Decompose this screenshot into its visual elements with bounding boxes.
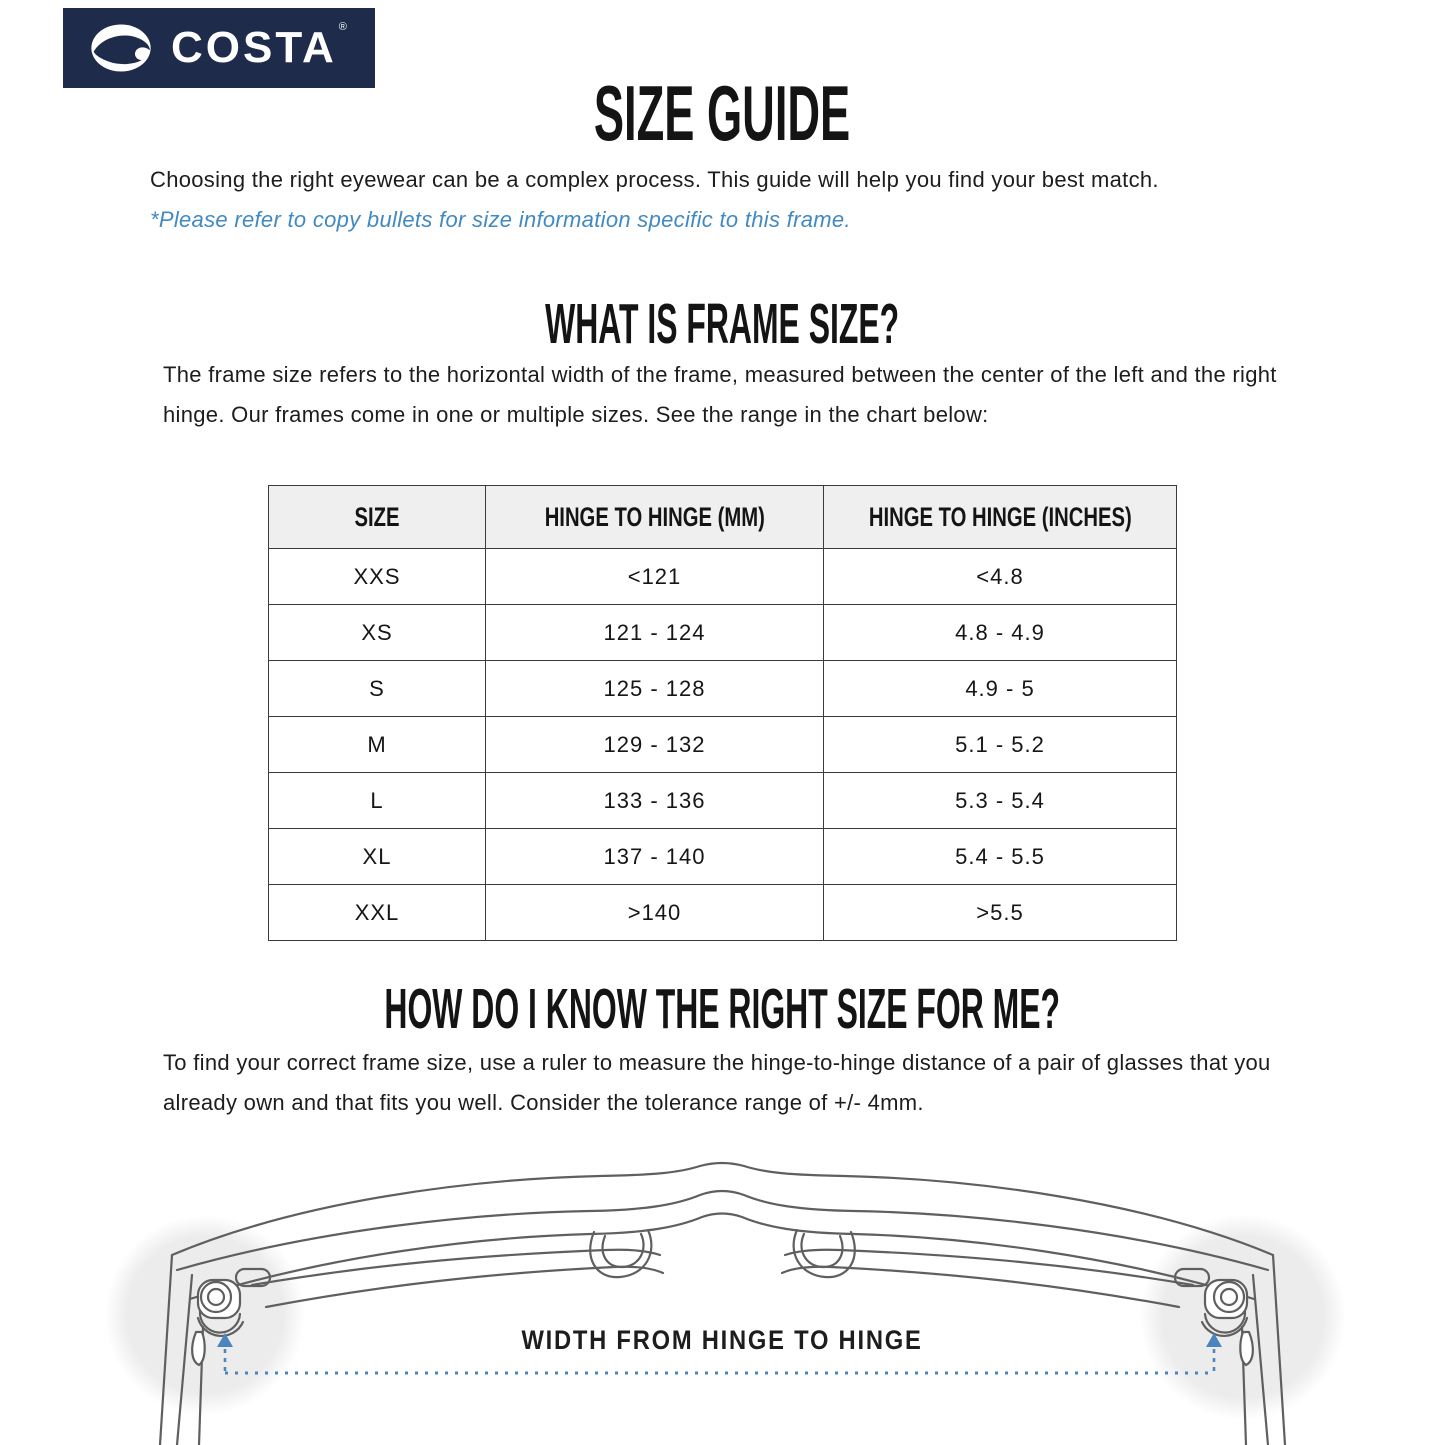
table-cell: 121 - 124 [486,605,824,661]
frame-note: *Please refer to copy bullets for size information specific to this frame. [150,207,851,232]
table-cell: 133 - 136 [486,773,824,829]
table-row [269,549,1177,605]
table-cell: >5.5 [824,885,1177,941]
right-hinge-highlight [1140,1214,1346,1420]
table-cell: XXS [269,549,486,605]
glasses-diagram [0,1137,1445,1445]
table-row [269,717,1177,773]
table-cell: <121 [486,549,824,605]
table-cell: XL [269,829,486,885]
table-cell: XS [269,605,486,661]
page-title: SIZE GUIDE [594,69,851,157]
table-row [269,661,1177,717]
table-cell: 5.3 - 5.4 [824,773,1177,829]
table-cell: 5.1 - 5.2 [824,717,1177,773]
table-header-row [269,486,1177,549]
right-size-body: To find your correct frame size, use a ruler to measure the hinge-to-hinge distance of a pair of glasses that you already own and that fits you well. Consider the tolerance range of +/- 4mm. [163,1050,1271,1115]
table-row [269,605,1177,661]
table-row [269,885,1177,941]
frame-size-body: The frame size refers to the horizontal width of the frame, measured between the center of the left and the right hinge. Our frames come in one or multiple sizes. See the range in the chart below: [163,362,1277,427]
costa-wave-icon [83,17,159,79]
size-table [268,485,1177,941]
frame-size-heading: WHAT IS FRAME SIZE? [545,292,900,356]
intro-text: Choosing the right eyewear can be a complex process. This guide will help you find your best match. [150,167,1159,192]
table-cell: 125 - 128 [486,661,824,717]
table-cell: 4.9 - 5 [824,661,1177,717]
table-cell: 5.4 - 5.5 [824,829,1177,885]
diagram-label: WIDTH FROM HINGE TO HINGE [521,1325,923,1356]
table-cell: S [269,661,486,717]
column-header-hinge-inches: HINGE TO HINGE (INCHES) [824,486,1177,549]
table-cell: 4.8 - 4.9 [824,605,1177,661]
table-row [269,773,1177,829]
costa-wordmark: COSTA [171,23,337,72]
table-cell: >140 [486,885,824,941]
column-header-size: SIZE [269,486,486,549]
table-cell: L [269,773,486,829]
table-cell: XXL [269,885,486,941]
table-cell: M [269,717,486,773]
column-header-hinge-mm: HINGE TO HINGE (MM) [486,486,824,549]
table-cell: 137 - 140 [486,829,824,885]
table-cell: <4.8 [824,549,1177,605]
registered-mark: ® [338,21,347,33]
table-body [269,549,1177,941]
sunglasses-sketch [160,1163,1285,1445]
right-size-heading: HOW DO I KNOW THE RIGHT SIZE FOR ME? [384,977,1061,1041]
table-row [269,829,1177,885]
table-cell: 129 - 132 [486,717,824,773]
